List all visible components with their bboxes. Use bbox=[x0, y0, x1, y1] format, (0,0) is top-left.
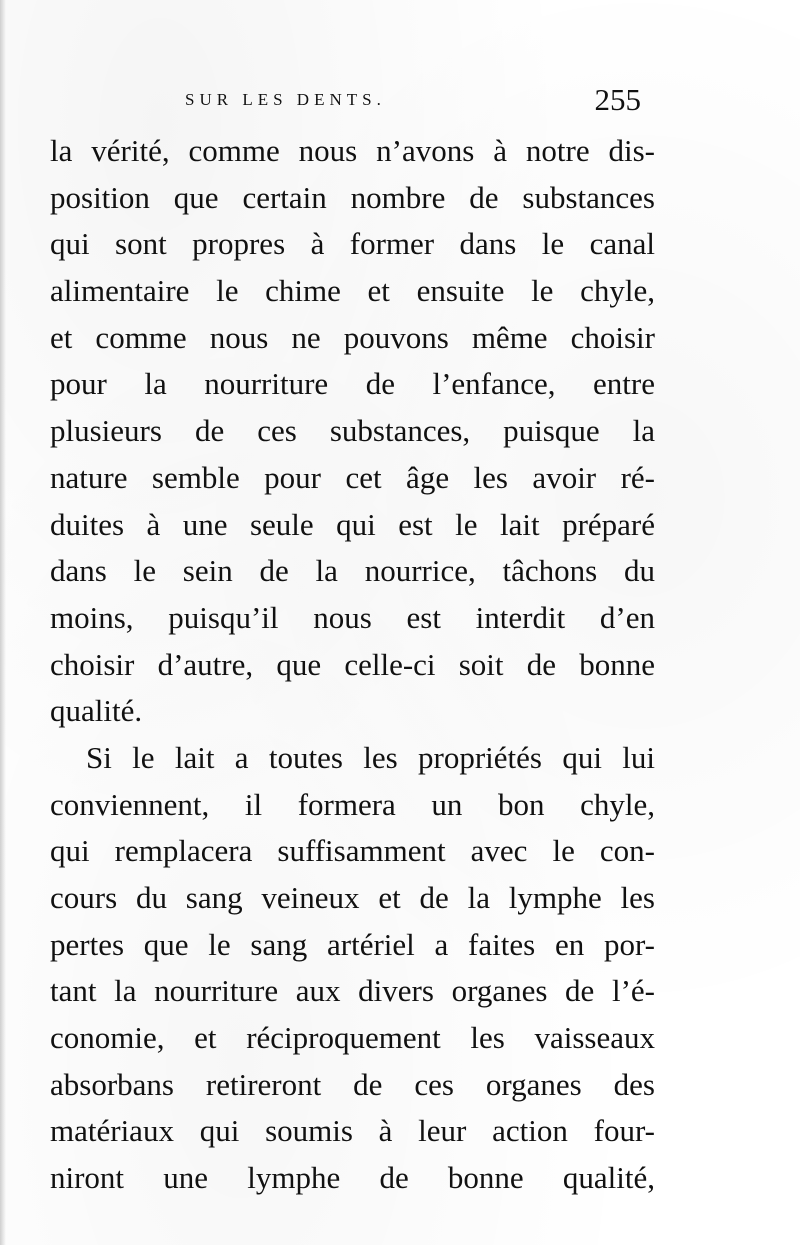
text-line: matériaux qui soumis à leur action four- bbox=[50, 1113, 655, 1149]
page-number: 255 bbox=[594, 82, 641, 117]
page-gutter-shadow bbox=[0, 0, 6, 1245]
text-line: qui remplacera suffisamment avec le con- bbox=[50, 833, 655, 869]
paragraph-start-line: Si le lait a toutes les propriétés qui lui bbox=[86, 739, 655, 775]
running-title: SUR LES DENTS. bbox=[185, 90, 386, 109]
text-line: moins, puisqu’il nous est interdit d’en bbox=[50, 599, 655, 635]
text-line: qui sont propres à former dans le canal bbox=[50, 226, 655, 262]
text-line: la vérité, comme nous n’avons à notre dis- bbox=[50, 133, 655, 168]
text-line: choisir d’autre, que celle-ci soit de bonne bbox=[50, 646, 655, 682]
paragraph-end-line: qualité. bbox=[50, 693, 143, 729]
body-text bbox=[50, 128, 655, 1202]
text-line: alimentaire le chime et ensuite le chyle, bbox=[50, 273, 655, 309]
text-line: pour la nourriture de l’enfance, entre bbox=[50, 366, 655, 402]
text-line: cours du sang veineux et de la lymphe les bbox=[50, 880, 655, 915]
text-line: nature semble pour cet âge les avoir ré- bbox=[50, 459, 655, 495]
text-line: plusieurs de ces substances, puisque la bbox=[50, 413, 655, 449]
text-line: conviennent, il formera un bon chyle, bbox=[50, 786, 655, 822]
text-line: conomie, et réciproquement les vaisseaux bbox=[50, 1020, 655, 1056]
text-line: dans le sein de la nourrice, tâchons du bbox=[50, 553, 655, 589]
page-header bbox=[185, 84, 643, 130]
text-line: position que certain nombre de substances bbox=[50, 179, 655, 215]
text-line: niront une lymphe de bonne qualité, bbox=[50, 1160, 655, 1196]
text-line: pertes que le sang artériel a faites en por- bbox=[50, 926, 655, 962]
text-line: absorbans retireront de ces organes des bbox=[50, 1066, 655, 1102]
text-line: tant la nourriture aux divers organes de l’é- bbox=[50, 973, 655, 1009]
text-line: et comme nous ne pouvons même choisir bbox=[50, 319, 655, 355]
text-line: duites à une seule qui est le lait préparé bbox=[50, 506, 655, 542]
